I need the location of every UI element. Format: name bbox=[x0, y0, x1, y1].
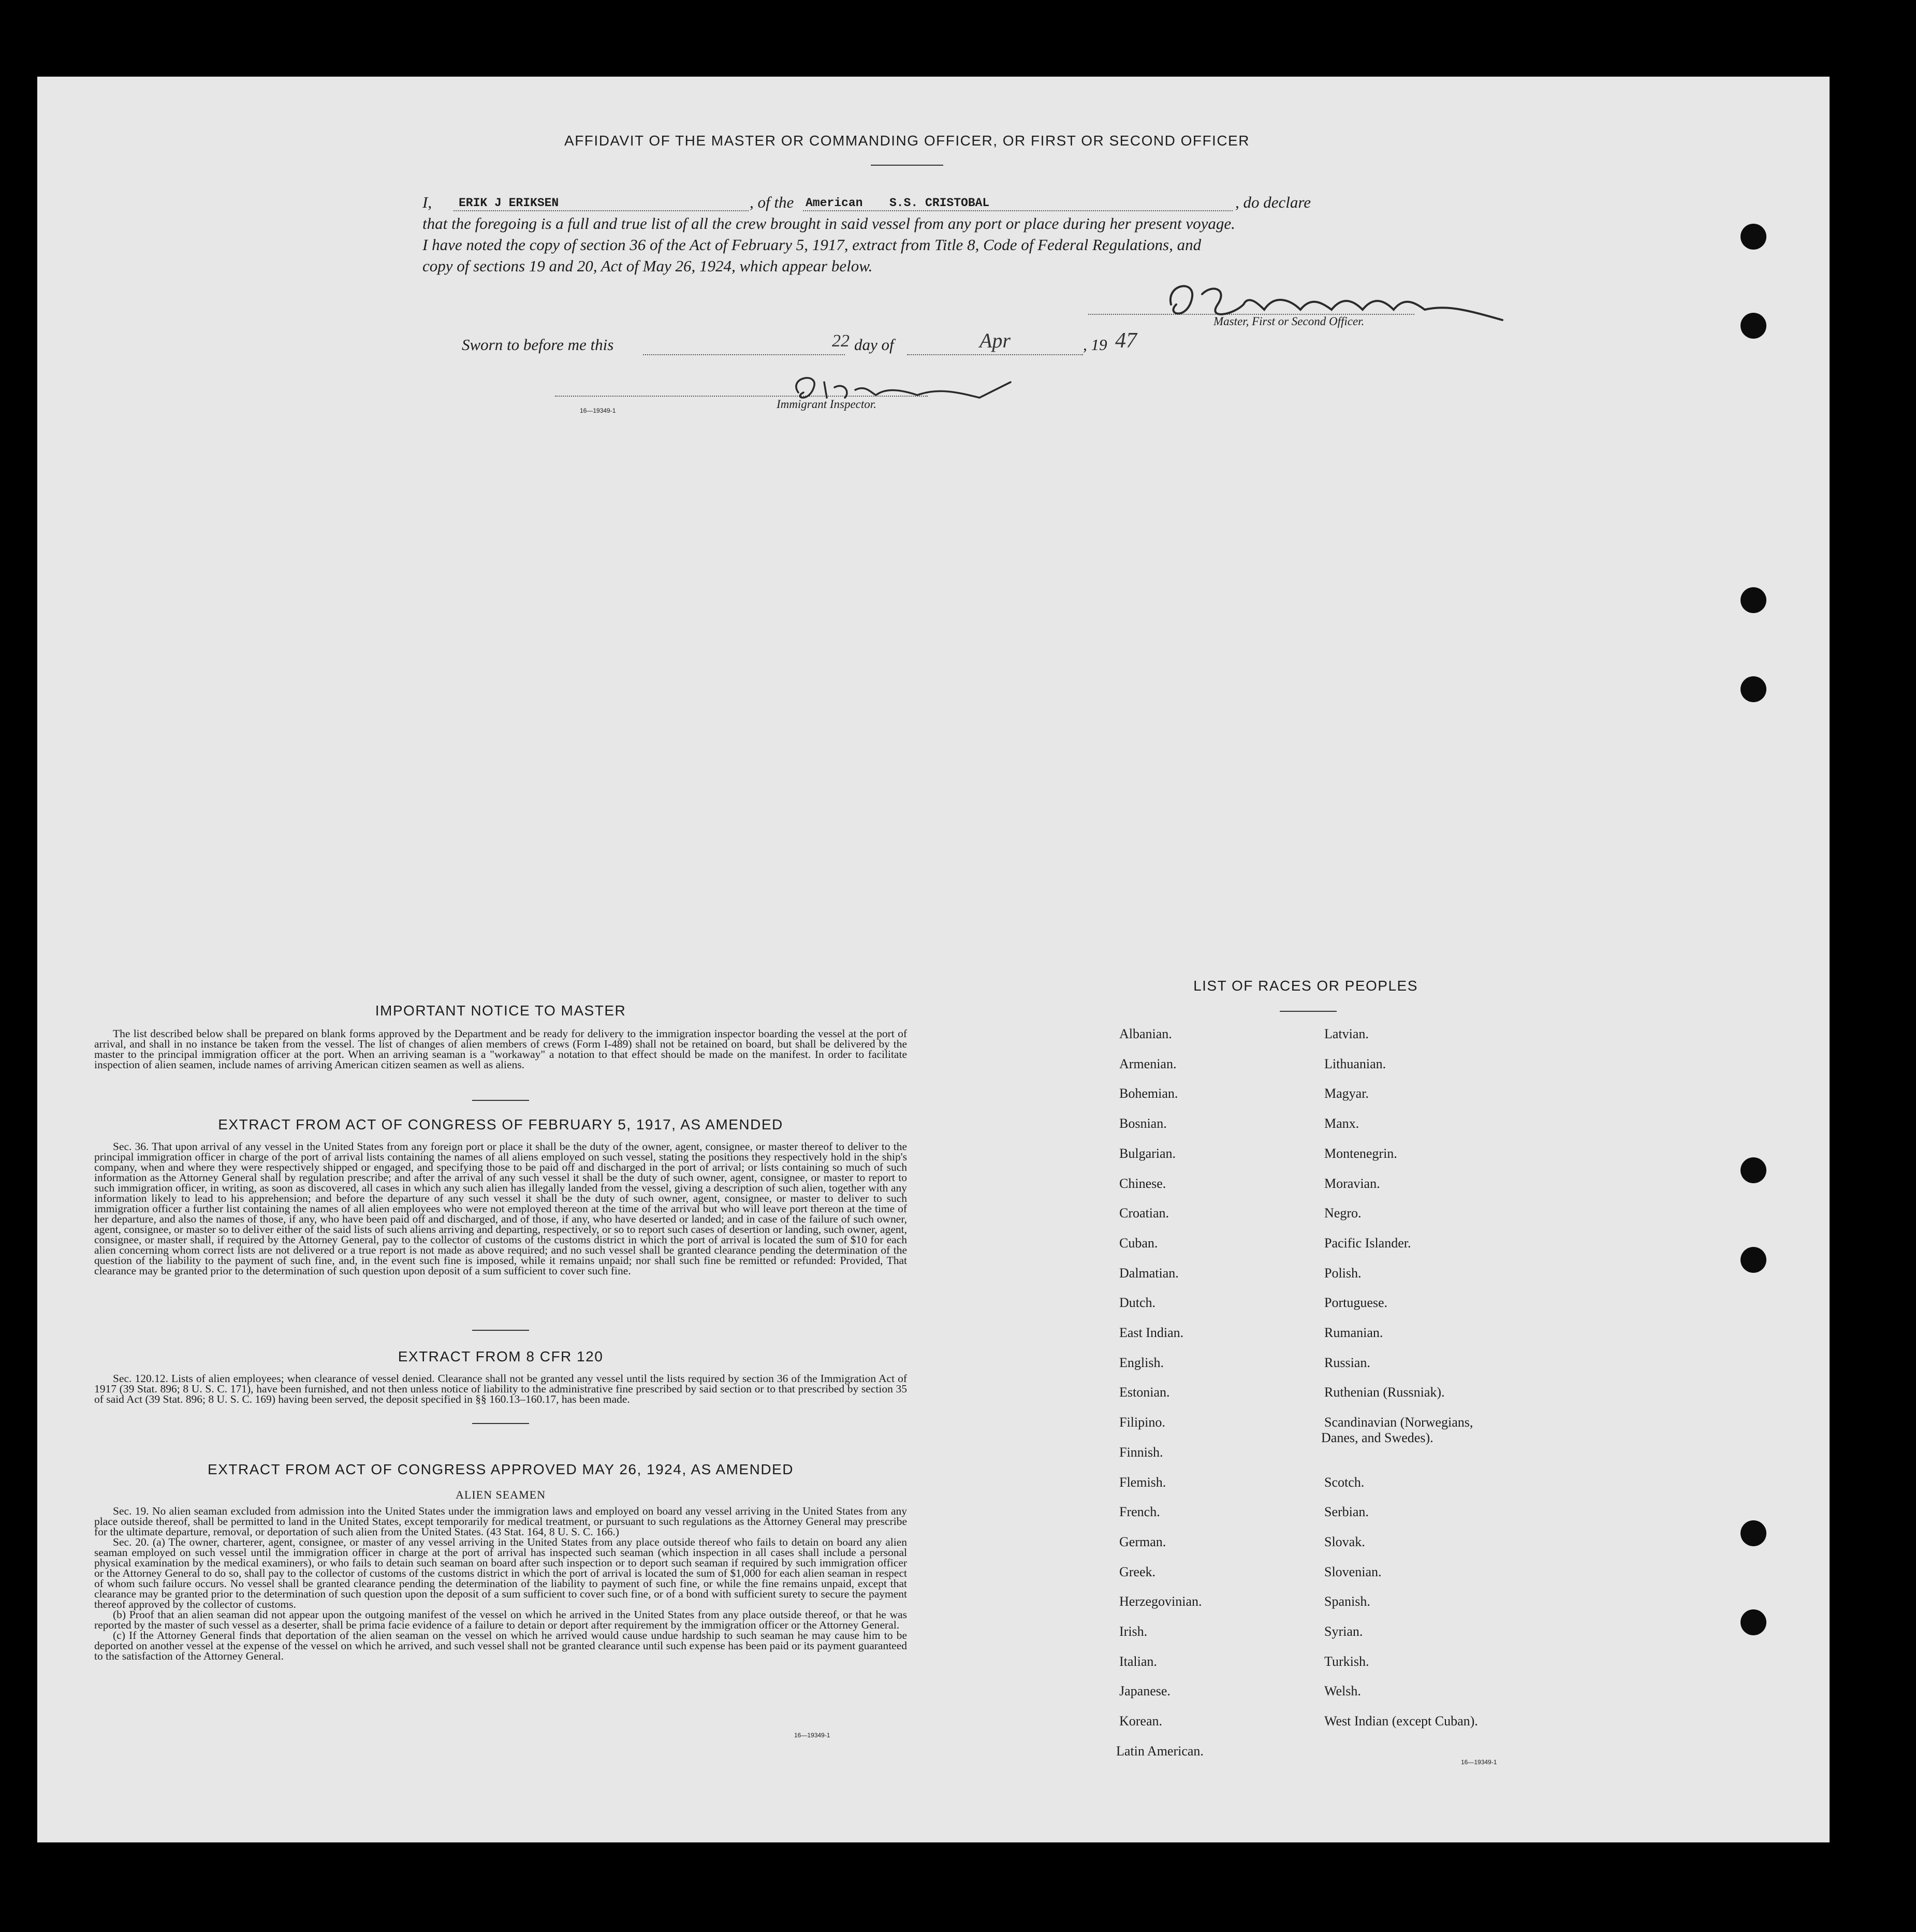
race-item: Latvian. bbox=[1324, 1026, 1369, 1041]
race-item: Pacific Islander. bbox=[1324, 1235, 1411, 1251]
affidavit-form-number: 16—19349-1 bbox=[580, 407, 616, 414]
extract-form-number: 16—19349-1 bbox=[794, 1732, 830, 1739]
extract-cfr-body: Sec. 120.12. Lists of alien employees; when clearance of vessel denied. Clearance shall not be granted any vessel until the lists required by section 36 of the Immigration Act of 1917 (39 Stat. 896; 8 U. S. C. 171), have been furnished, and not then unless notice of liability to the administrative fine prescribed by said section or to that prescribed by section 35 of said Act (39 Stat. 896; 8 U. S. C. 169) having been served, the deposit specified in §§ 160.13–160.17, has been made. bbox=[94, 1372, 907, 1405]
race-item: Dutch. bbox=[1119, 1295, 1156, 1311]
punch-hole bbox=[1741, 1157, 1766, 1183]
race-item: Japanese. bbox=[1119, 1683, 1171, 1699]
master-signature-caption: Master, First or Second Officer. bbox=[1213, 315, 1365, 328]
punch-hole bbox=[1741, 676, 1766, 702]
race-item: Welsh. bbox=[1324, 1683, 1361, 1699]
day-value: 22 bbox=[832, 331, 850, 351]
sec-20a-paragraph: Sec. 20. (a) The owner, charterer, agent, consignee, or master of any vessel arriving in the United States from any place outside thereof who fails to detain on board any alien seaman employed on such vessel until the immigration officer in charge at the port of arrival has inspected such seaman (which inspection in all cases shall include a personal physical examination by the medical examiners), or who fails to detain such seaman on board after such inspection or to deport such seaman if required by such immigration officer or the Attorney General to do so, shall pay to the collector of customs of the customs district in which the port of arrival is located the sum of $1,000 for each alien seaman in respect of whom such failure occurs. No vessel shall be granted clearance pending the determination of the liability to payment of such fine, or while the fine remains unpaid, except that clearance may be granted prior to the determination of such question upon the deposit of a sum sufficient to cover such fine, or of a bond with sufficient surety to secure the payment thereof approved by the collector of customs. bbox=[94, 1536, 907, 1610]
month-dots bbox=[907, 354, 1083, 355]
extract-1924-subtitle: ALIEN SEAMEN bbox=[456, 1488, 546, 1501]
do-declare-label: , do declare bbox=[1235, 193, 1311, 211]
race-item: Irish. bbox=[1119, 1624, 1148, 1639]
extract-1924-body bbox=[94, 1506, 907, 1661]
race-item: Filipino. bbox=[1119, 1415, 1165, 1430]
document-sheet bbox=[37, 77, 1830, 1842]
year-prefix: , 19 bbox=[1083, 336, 1107, 354]
race-item: Ruthenian (Russniak). bbox=[1324, 1385, 1445, 1400]
race-item: West Indian (except Cuban). bbox=[1324, 1713, 1478, 1729]
race-item: Scotch. bbox=[1324, 1474, 1365, 1490]
extract-1924-title: EXTRACT FROM ACT OF CONGRESS APPROVED MAY 26, 1924, AS AMENDED bbox=[208, 1461, 794, 1477]
day-of-label: day of bbox=[854, 336, 894, 354]
punch-hole bbox=[1741, 587, 1766, 613]
sworn-line bbox=[462, 329, 1290, 367]
notice-title: IMPORTANT NOTICE TO MASTER bbox=[375, 1003, 626, 1019]
race-item: Russian. bbox=[1324, 1355, 1370, 1370]
sec-19-paragraph: Sec. 19. No alien seaman excluded from admission into the United States under the immigration laws and employed on board any vessel arriving in the United States from any place outside thereof, shall be permitted to land in the United States, except temporarily for medical treatment, or pursuant to such regulations as the Attorney General may prescribe for the ultimate departure, removal, or deportation of such alien from the United States. (43 Stat. 164, 8 U. S. C. 166.) bbox=[94, 1505, 907, 1538]
race-item: Turkish. bbox=[1324, 1653, 1369, 1669]
affidavit-line-4: copy of sections 19 and 20, Act of May 26, 1924, which appear below. bbox=[422, 257, 873, 275]
race-item: Herzegovinian. bbox=[1119, 1594, 1202, 1609]
race-item: Albanian. bbox=[1119, 1026, 1172, 1041]
race-item: Rumanian. bbox=[1324, 1325, 1383, 1340]
affidavit-line-3: I have noted the copy of section 36 of the Act of February 5, 1917, extract from Title 8, Code of Federal Regulations, and bbox=[422, 236, 1202, 254]
punch-hole bbox=[1741, 313, 1766, 339]
race-item: Cuban. bbox=[1119, 1235, 1158, 1251]
punch-hole bbox=[1741, 1520, 1766, 1546]
vessel-line bbox=[803, 210, 1233, 211]
race-item: French. bbox=[1119, 1504, 1160, 1520]
sworn-dots bbox=[643, 354, 845, 355]
race-item: Danes, and Swedes). bbox=[1321, 1430, 1434, 1446]
races-form-number: 16—19349-1 bbox=[1461, 1759, 1497, 1766]
extract-cfr-rule bbox=[472, 1423, 529, 1424]
master-name-field: ERIK J ERIKSEN bbox=[459, 196, 559, 210]
notice-body: The list described below shall be prepared on blank forms approved by the Department and be ready for delivery to the immigration inspector boarding the vessel at the port of arrival, and shall in no instance be taken from the vessel. The list of changes of alien members of crews (Form I-489) shall not be retained on board, but shall be delivered by the master to the principal immigration officer at the port. When an arriving seaman is a "workaway" a notation to that effect should be made on the manifest. In order to facilitate inspection of alien seamen, include names of arriving American citizen seamen as well as aliens. bbox=[94, 1027, 907, 1071]
race-item: Flemish. bbox=[1119, 1474, 1166, 1490]
affidavit-body bbox=[422, 192, 1453, 277]
sec-20b-paragraph: (b) Proof that an alien seaman did not appear upon the outgoing manifest of the vessel on which he arrived in the United States from any place outside thereof, or that he was reported by the master of such vessel as a deserter, shall be prima facie evidence of a failure to detain or deport after requirement by the immigration officer or the Attorney General. bbox=[94, 1608, 907, 1631]
races-title: LIST OF RACES OR PEOPLES bbox=[1193, 978, 1418, 994]
race-item: Greek. bbox=[1119, 1564, 1156, 1579]
vessel-nationality-field: American bbox=[806, 196, 863, 210]
race-item: English. bbox=[1119, 1355, 1164, 1370]
race-item: Slovak. bbox=[1324, 1534, 1365, 1549]
race-item: Magyar. bbox=[1324, 1086, 1369, 1101]
extract-1917-rule bbox=[472, 1330, 529, 1331]
i-prefix: I, bbox=[422, 193, 432, 211]
punch-hole bbox=[1741, 224, 1766, 250]
punch-hole bbox=[1741, 1609, 1766, 1635]
race-item: Syrian. bbox=[1324, 1624, 1363, 1639]
race-item: Italian. bbox=[1119, 1653, 1157, 1669]
race-item: Bosnian. bbox=[1119, 1116, 1167, 1131]
master-name-line bbox=[454, 210, 749, 211]
race-item: Estonian. bbox=[1119, 1385, 1170, 1400]
race-item: Bulgarian. bbox=[1119, 1145, 1176, 1161]
affidavit-title: AFFIDAVIT OF THE MASTER OR COMMANDING OFFICER, OR FIRST OR SECOND OFFICER bbox=[564, 133, 1250, 149]
affidavit-line-2: that the foregoing is a full and true list of all the crew brought in said vessel from any port or place during her present voyage. bbox=[422, 214, 1235, 233]
race-item: Montenegrin. bbox=[1324, 1145, 1397, 1161]
sworn-label: Sworn to before me this bbox=[462, 336, 614, 354]
race-item: Croatian. bbox=[1119, 1205, 1169, 1221]
race-item: Manx. bbox=[1324, 1116, 1359, 1131]
title-rule bbox=[871, 165, 943, 166]
extract-1917-body: Sec. 36. That upon arrival of any vessel in the United States from any foreign port or place it shall be the duty of the owner, agent, consignee, or master thereof to deliver to the principal immigration officer in charge of the port of arrival lists containing the names of all aliens employed on such vessel, stating the positions they respectively hold in the ship's company, when and where they were respectively shipped or engaged, and specifying those to be paid off and discharged in the port of arrival; or lists containing so much of such information as the Attorney General shall by regulation prescribe; and after the arrival of any such vessel it shall be the duty of such owner, agent, consignee, or master to report to such immigration officer, in writing, as soon as discovered, all cases in which any such alien has illegally landed from the vessel, giving a description of such alien, together with any information likely to lead to his apprehension; and before the departure of any such vessel it shall be the duty of such owner, agent, consignee, or master to deliver to such immigration officer a further list containing the names of all alien employees who were not employed thereon at the time of the arrival but who will leave port thereon at the time of her departure, and also the names of those, if any, who have been paid off and discharged, and of those, if any, who have deserted or landed; and in case of the failure of such owner, agent, consignee, or master so to deliver either of the said lists of such aliens arriving and departing, respectively, or so to report such cases of desertion or landing, such owner, agent, consignee, or master shall, if required by the Attorney General, pay to the collector of customs of the customs district in which the port of arrival is located the sum of $10 for each alien concerning whom correct lists are not delivered or a true report is not made as above required; and no such vessel shall be granted clearance pending the determination of the question of the liability to the payment of such fine, and, in the event such fine is imposed, while it remains unpaid; nor shall such fine be remitted or refunded: Provided, That clearance may be granted prior to the determination of such question upon deposit of a sum sufficient to cover such fine. bbox=[94, 1140, 907, 1277]
race-item: Korean. bbox=[1119, 1713, 1163, 1729]
sec-20c-paragraph: (c) If the Attorney General finds that deportation of the alien seaman on the vessel on which he arrived would cause undue hardship to such seaman he may cause him to be deported on another vessel at the expense of the vessel on which he arrived, and such vessel shall not be granted clearance until such expense has been paid or its payment guaranteed to the satisfaction of the Attorney General. bbox=[94, 1629, 907, 1662]
declaration-line bbox=[422, 192, 1453, 213]
extract-cfr-title: EXTRACT FROM 8 CFR 120 bbox=[398, 1348, 604, 1364]
races-rule bbox=[1280, 1011, 1337, 1012]
race-item: Polish. bbox=[1324, 1265, 1362, 1281]
notice-rule bbox=[472, 1100, 529, 1101]
race-item: Bohemian. bbox=[1119, 1086, 1178, 1101]
race-item: Negro. bbox=[1324, 1205, 1362, 1221]
race-item: Scandinavian (Norwegians, bbox=[1324, 1415, 1473, 1430]
punch-hole bbox=[1741, 1247, 1766, 1273]
race-item: Slovenian. bbox=[1324, 1564, 1382, 1579]
extract-1917-title: EXTRACT FROM ACT OF CONGRESS OF FEBRUARY 5, 1917, AS AMENDED bbox=[218, 1116, 783, 1132]
race-item: Moravian. bbox=[1324, 1175, 1380, 1191]
race-item: Armenian. bbox=[1119, 1056, 1177, 1071]
race-item: Chinese. bbox=[1119, 1175, 1166, 1191]
race-item: Finnish. bbox=[1119, 1444, 1163, 1460]
vessel-name-field: S.S. CRISTOBAL bbox=[889, 196, 990, 210]
race-item: Serbian. bbox=[1324, 1504, 1369, 1520]
race-item: Portuguese. bbox=[1324, 1295, 1388, 1311]
race-item: Latin American. bbox=[1116, 1743, 1204, 1759]
of-the-label: , of the bbox=[750, 193, 794, 211]
year-value: 47 bbox=[1115, 329, 1137, 353]
month-value: Apr bbox=[979, 329, 1011, 352]
race-item: German. bbox=[1119, 1534, 1166, 1549]
race-item: East Indian. bbox=[1119, 1325, 1184, 1340]
race-item: Spanish. bbox=[1324, 1594, 1370, 1609]
race-item: Dalmatian. bbox=[1119, 1265, 1179, 1281]
inspector-caption: Immigrant Inspector. bbox=[777, 398, 876, 411]
race-item: Lithuanian. bbox=[1324, 1056, 1386, 1071]
